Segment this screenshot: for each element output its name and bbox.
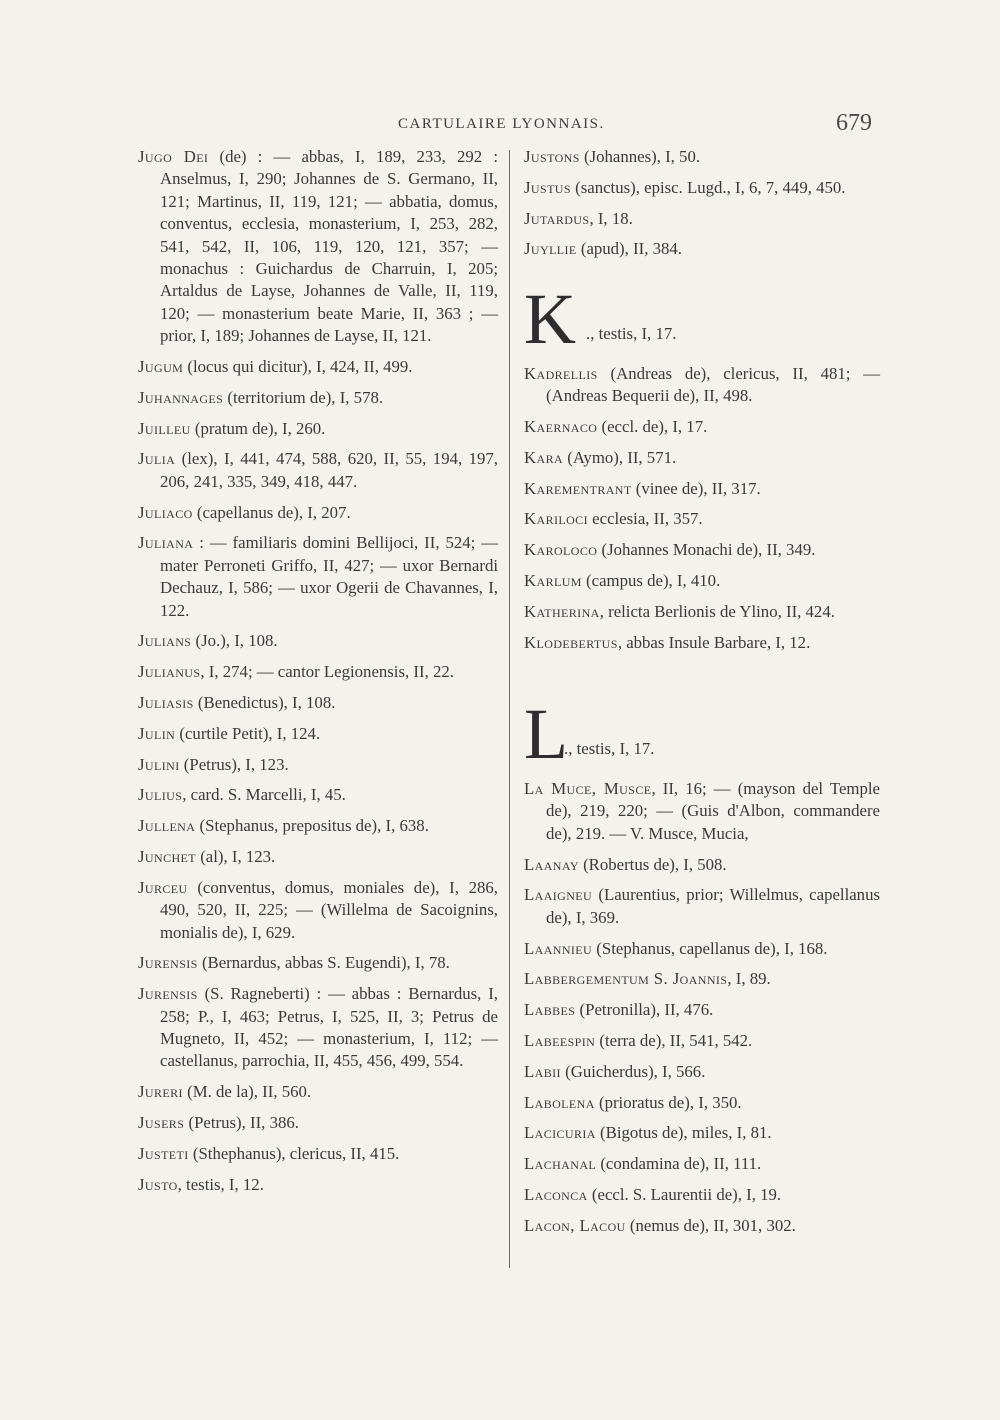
- index-entry: [524, 146, 880, 168]
- entry-references: , card. S. Marcelli, I, 45.: [182, 785, 346, 805]
- entry-references: (Robertus de), I, 508.: [578, 854, 727, 874]
- entry-references: (condamina de), II, 111.: [596, 1154, 762, 1174]
- entry-headword: Jugo Dei: [138, 147, 209, 166]
- entry-headword: Jugum: [138, 357, 184, 377]
- index-entry: [524, 447, 880, 469]
- index-entry: [138, 692, 498, 714]
- index-entry: [138, 418, 498, 440]
- index-entry: [524, 539, 880, 561]
- left-column: [138, 146, 498, 1204]
- entry-headword: Labii: [524, 1061, 561, 1081]
- index-entry: [524, 208, 880, 230]
- entry-references: (Laurentius, prior; Willelmus, capellanus de), I, 369.: [546, 885, 880, 927]
- entry-headword: Julia: [138, 449, 176, 469]
- entry-headword: Laannieu: [524, 938, 593, 958]
- index-entry: [138, 630, 498, 652]
- index-entry: [138, 846, 498, 868]
- index-entry: [524, 854, 880, 876]
- index-entry: [138, 356, 498, 378]
- entry-headword: Junchet: [138, 847, 196, 867]
- entry-headword: Juhannages: [138, 387, 224, 407]
- entry-references: (apud), II, 384.: [576, 239, 682, 259]
- index-entry: [524, 1092, 880, 1114]
- entry-headword: Julianus: [138, 662, 201, 682]
- entry-references: (vinee de), II, 317.: [631, 478, 761, 498]
- index-entry: [524, 1030, 880, 1052]
- entry-references: (Benedictus), I, 108.: [193, 693, 336, 713]
- entry-references: (locus qui dicitur), I, 424, II, 499.: [183, 357, 413, 377]
- index-entry: [524, 601, 880, 623]
- entry-headword: Juliasis: [138, 693, 194, 713]
- entry-headword: Kadrellis: [524, 363, 598, 383]
- entry-references: (Petrus), I, 123.: [179, 754, 289, 774]
- index-entry: [138, 502, 498, 524]
- entry-references: (Guicherdus), I, 566.: [560, 1061, 706, 1081]
- running-head: [0, 110, 1000, 146]
- entry-headword: Jurceu: [138, 877, 188, 897]
- entry-references: (Petronilla), II, 476.: [575, 1000, 714, 1020]
- entry-references: , testis, I, 12.: [177, 1174, 264, 1194]
- section-k-text: ., testis, I, 17.: [586, 323, 677, 343]
- section-initial-k: K: [524, 278, 576, 359]
- entry-references: (al), I, 123.: [196, 847, 276, 867]
- entry-headword: Jullena: [138, 816, 196, 836]
- entry-headword: Julini: [138, 754, 180, 774]
- entry-references: (conventus, domus, moniales de), I, 286, 490, 520, II, 225; — (Willelma de Sacoignins, monialis de), I, 629.: [160, 877, 498, 942]
- index-entry: [524, 968, 880, 990]
- index-entry: [524, 632, 880, 654]
- entry-headword: Lacon, Lacou: [524, 1215, 626, 1235]
- entry-headword: Juilleu: [138, 418, 191, 438]
- entry-references: (nemus de), II, 301, 302.: [625, 1215, 796, 1235]
- entry-references: (Andreas de), clericus, II, 481; — (Andreas Bequerii de), II, 498.: [546, 363, 880, 406]
- entry-references: (curtile Petit), I, 124.: [175, 723, 321, 743]
- index-entry: [524, 1153, 880, 1175]
- index-entry: [524, 478, 880, 500]
- index-entry: [138, 1143, 498, 1165]
- index-entry: [138, 532, 498, 622]
- entry-headword: Klodebertus: [524, 632, 618, 652]
- entry-references: , relicta Berlionis de Ylino, II, 424.: [599, 601, 835, 621]
- entry-headword: Labeespin: [524, 1030, 596, 1050]
- entry-references: , I, 89.: [727, 969, 771, 989]
- entry-references: , I, 274; — cantor Legionensis, II, 22.: [200, 662, 454, 682]
- index-entry: [138, 1081, 498, 1103]
- entry-headword: Lachanal: [524, 1154, 597, 1174]
- section-l-text: ., testis, I, 17.: [564, 738, 655, 758]
- index-entry: [138, 723, 498, 745]
- entry-headword: La Muce, Musce: [524, 778, 652, 798]
- entry-references: (sanctus), episc. Lugd., I, 6, 7, 449, 450.: [570, 177, 846, 197]
- index-entry: [138, 815, 498, 837]
- entry-headword: Jureri: [138, 1082, 183, 1102]
- index-entry: [524, 508, 880, 530]
- index-entry: [138, 661, 498, 683]
- entry-references: (terra de), II, 541, 542.: [595, 1030, 753, 1050]
- index-entry: [138, 754, 498, 776]
- entry-references: (lex), I, 441, 474, 588, 620, II, 55, 194, 197, 206, 241, 335, 349, 418, 447.: [160, 449, 498, 491]
- right-column-l-entries: [524, 778, 880, 1237]
- entry-references: , abbas Insule Barbare, I, 12.: [617, 632, 811, 652]
- index-entry: [524, 570, 880, 592]
- entry-headword: Justons: [524, 147, 580, 166]
- index-entry: [138, 983, 498, 1073]
- entry-headword: Karlum: [524, 570, 582, 590]
- entry-references: (eccl. S. Laurentii de), I, 19.: [587, 1184, 782, 1204]
- entry-references: (campus de), I, 410.: [581, 570, 721, 590]
- entry-headword: Justo: [138, 1174, 178, 1194]
- entry-headword: Julius: [138, 785, 183, 805]
- entry-references: (Bigotus de), miles, I, 81.: [595, 1123, 772, 1143]
- index-entry: [138, 1112, 498, 1134]
- entry-references: ecclesia, II, 357.: [587, 509, 703, 529]
- index-entry: [524, 177, 880, 199]
- entry-headword: Laconca: [524, 1184, 588, 1204]
- index-entry: [138, 387, 498, 409]
- section-letter-l: [524, 693, 880, 774]
- entry-headword: Julin: [138, 723, 176, 743]
- entry-references: (pratum de), I, 260.: [190, 418, 326, 438]
- entry-references: : — familiaris domini Bellijoci, II, 524; — mater Perroneti Griffo, II, 427; — uxor Bernardi Dechauz, I, 586; — uxor Ogerii de Chavannes, I, 122.: [160, 533, 498, 620]
- entry-headword: Julians: [138, 631, 192, 651]
- entry-references: (Stephanus, capellanus de), I, 168.: [592, 938, 828, 958]
- section-initial-l: L: [524, 693, 568, 774]
- index-entry: [138, 784, 498, 806]
- index-entry: [524, 416, 880, 438]
- section-letter-k: [524, 278, 880, 359]
- index-entry: [524, 1061, 880, 1083]
- entry-references: , I, 18.: [589, 208, 633, 228]
- entry-references: (Stephanus, prepositus de), I, 638.: [195, 816, 429, 836]
- entry-headword: Juliaco: [138, 502, 193, 522]
- entry-headword: Labbes: [524, 1000, 576, 1020]
- entry-headword: Justeti: [138, 1143, 189, 1163]
- entry-headword: Kaernaco: [524, 417, 598, 436]
- entry-headword: Jurensis: [138, 984, 198, 1004]
- right-column: [524, 146, 880, 1246]
- entry-references: (S. Ragneberti) : — abbas : Bernardus, I, 258; P., I, 463; Petrus, I, 525, II, 3; Petrus de Mugneto, II, 452; — monasterium, I, 112; — castellanus, parrochia, II, 455, 456, 499, 554.: [160, 984, 498, 1071]
- entry-references: (Sthephanus), clericus, II, 415.: [188, 1143, 400, 1163]
- index-entry: [524, 238, 880, 260]
- entry-references: (de) : — abbas, I, 189, 233, 292 : Anselmus, I, 290; Johannes de S. Germano, II, 121; Martinus, II, 119, 121; — abbatia, domus, conventus, ecclesia, monasterium, I, 253, 282, 541, 542, II, 106, 119, 120, 121, 357; — monachus : Guichardus de Charruin, I, 205; Artaldus de Layse, Johannes de Valle, II, 119, 120; — monasterium beate Marie, II, 363 ; — prior, I, 189; Johannes de Layse, II, 121.: [160, 147, 498, 346]
- index-entry: [524, 999, 880, 1021]
- entry-headword: Jurensis: [138, 953, 198, 973]
- entry-references: (Johannes), I, 50.: [579, 147, 701, 166]
- entry-headword: Juyllie: [524, 239, 577, 259]
- entry-headword: Karoloco: [524, 540, 598, 560]
- index-entry: [524, 363, 880, 408]
- index-entry: [524, 778, 880, 845]
- entry-headword: Jusers: [138, 1113, 185, 1133]
- entry-headword: Lacicuria: [524, 1123, 596, 1143]
- entry-references: (eccl. de), I, 17.: [597, 417, 708, 436]
- entry-headword: Kara: [524, 447, 564, 467]
- entry-references: (Aymo), II, 571.: [563, 447, 677, 467]
- entry-references: (prioratus de), I, 350.: [594, 1092, 742, 1112]
- column-divider: [509, 150, 510, 1268]
- entry-references: (capellanus de), I, 207.: [192, 502, 351, 522]
- entry-references: (Jo.), I, 108.: [191, 631, 278, 651]
- entry-headword: Labbergementum S. Joannis: [524, 969, 728, 989]
- index-entry: [138, 146, 498, 348]
- index-entry: [524, 938, 880, 960]
- entry-references: (Johannes Monachi de), II, 349.: [597, 540, 816, 560]
- index-entry: [138, 1174, 498, 1196]
- entry-headword: Katherina: [524, 601, 600, 621]
- entry-references: , II, 16; — (mayson del Temple de), 219, 220; — (Guis d'Albon, commandere de), 219. — V. Musce, Mucia,: [546, 778, 880, 843]
- entry-headword: Kariloci: [524, 509, 588, 529]
- right-column-j-entries: [524, 146, 880, 261]
- entry-headword: Justus: [524, 177, 571, 197]
- entry-references: (territorium de), I, 578.: [223, 387, 384, 407]
- index-entry: [524, 1184, 880, 1206]
- entry-headword: Juliana: [138, 533, 194, 553]
- entry-headword: Jutardus: [524, 208, 590, 228]
- entry-references: (M. de la), II, 560.: [182, 1082, 312, 1102]
- entry-headword: Laanay: [524, 854, 579, 874]
- index-entry: [524, 1215, 880, 1237]
- entry-headword: Labolena: [524, 1092, 595, 1112]
- index-entry: [138, 877, 498, 944]
- running-title: CARTULAIRE LYONNAIS.: [398, 116, 605, 132]
- index-entry: [138, 952, 498, 974]
- index-entry: [138, 448, 498, 493]
- right-column-k-entries: [524, 363, 880, 654]
- page-number: 679: [836, 110, 872, 136]
- index-entry: [524, 884, 880, 929]
- entry-headword: Laaigneu: [524, 885, 593, 905]
- entry-references: (Petrus), II, 386.: [184, 1113, 299, 1133]
- entry-references: (Bernardus, abbas S. Eugendi), I, 78.: [197, 953, 450, 973]
- index-entry: [524, 1122, 880, 1144]
- entry-headword: Karementrant: [524, 478, 632, 498]
